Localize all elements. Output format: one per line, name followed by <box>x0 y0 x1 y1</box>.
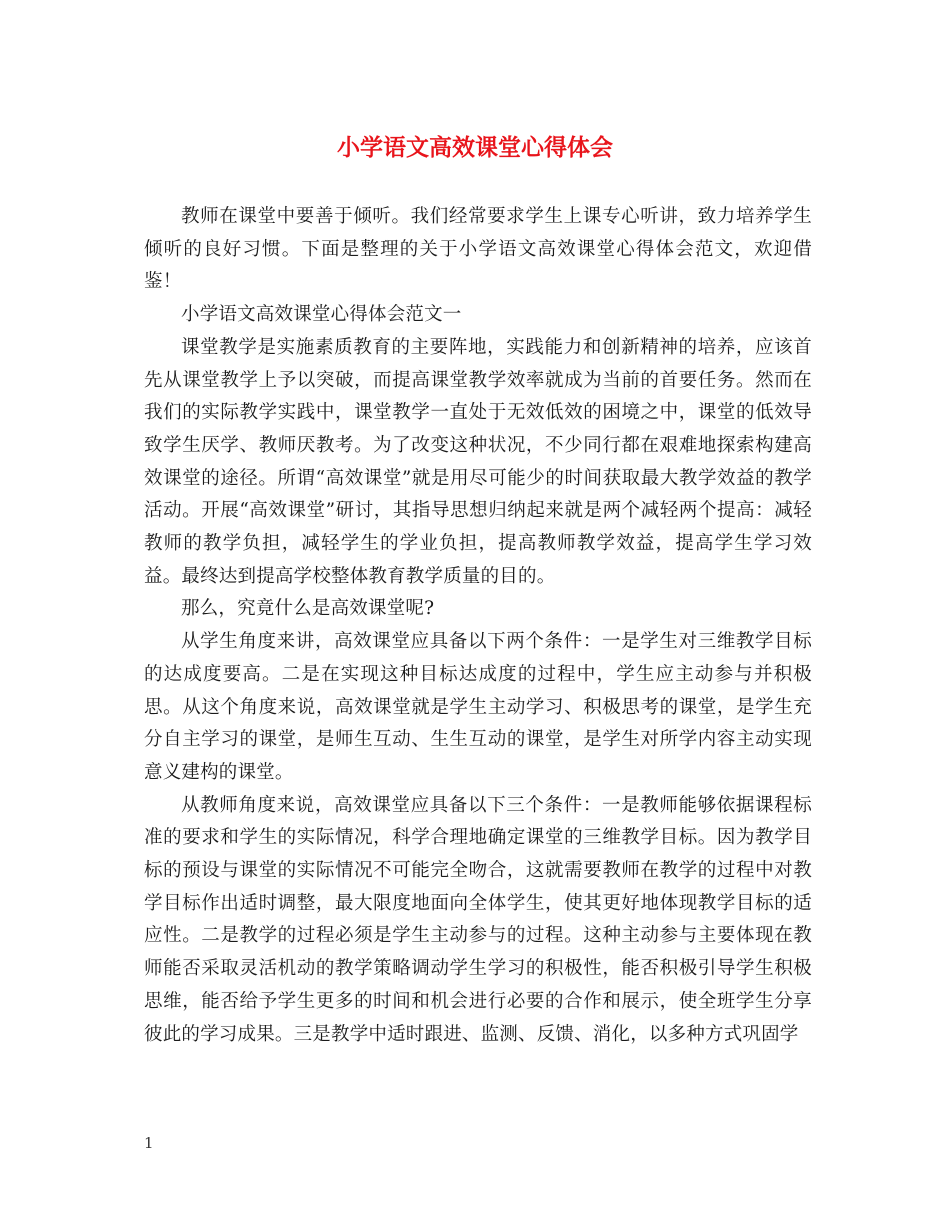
paragraph-student-perspective: 从学生角度来讲，高效课堂应具备以下两个条件：一是学生对三维教学目标的达成度要高。二是在实现这种目标达成度的过程中，学生应主动参与并积极思。从这个角度来说，高效课堂就是学生主动学习、积极思考的课堂，是学生充分自主学习的课堂，是师生互动、生生互动的课堂，是学生对所学内容主动实现意义建构的课堂。 <box>144 631 812 783</box>
document-body <box>144 201 812 1051</box>
document-title: 小学语文高效课堂心得体会 <box>337 134 613 161</box>
paragraph-classroom-teaching: 课堂教学是实施素质教育的主要阵地，实践能力和创新精神的培养，应该首先从课堂教学上予以突破，而提高课堂教学效率就成为当前的首要任务。然而在我们的实际教学实践中，课堂教学一直处于无效低效的困境之中，课堂的低效导致学生厌学、教师厌教考。为了改变这种状况，不少同行都在艰难地探索构建高效课堂的途径。所谓“高效课堂”就是用尽可能少的时间获取最大教学效益的教学活动。开展“高效课堂”研讨，其指导思想归纳起来就是两个减轻两个提高：减轻教师的教学负担，减轻学生的学业负担，提高教师教学效益，提高学生学习效益。最终达到提高学校整体教育教学质量的目的。 <box>144 336 812 587</box>
page-number: 1 <box>144 1134 154 1152</box>
paragraph-teacher-perspective: 从教师角度来说，高效课堂应具备以下三个条件：一是教师能够依据课程标准的要求和学生的实际情况，科学合理地确定课堂的三维教学目标。因为教学目标的预设与课堂的实际情况不可能完全吻合，这就需要教师在教学的过程中对教学目标作出适时调整，最大限度地面向全体学生，使其更好地体现教学目标的适应性。二是教学的过程必须是学生主动参与的过程。这种主动参与主要体现在教师能否采取灵活机动的教学策略调动学生学习的积极性，能否积极引导学生积极思维，能否给予学生更多的时间和机会进行必要的合作和展示，使全班学生分享彼此的学习成果。三是教学中适时跟进、监测、反馈、消化，以多种方式巩固学 <box>144 794 812 1045</box>
paragraph-intro: 教师在课堂中要善于倾听。我们经常要求学生上课专心听讲，致力培养学生倾听的良好习惯。下面是整理的关于小学语文高效课堂心得体会范文，欢迎借鉴！ <box>144 206 812 293</box>
paragraph-section-heading: 小学语文高效课堂心得体会范文一 <box>181 304 462 326</box>
paragraph-question: 那么，究竟什么是高效课堂呢? <box>181 598 435 620</box>
